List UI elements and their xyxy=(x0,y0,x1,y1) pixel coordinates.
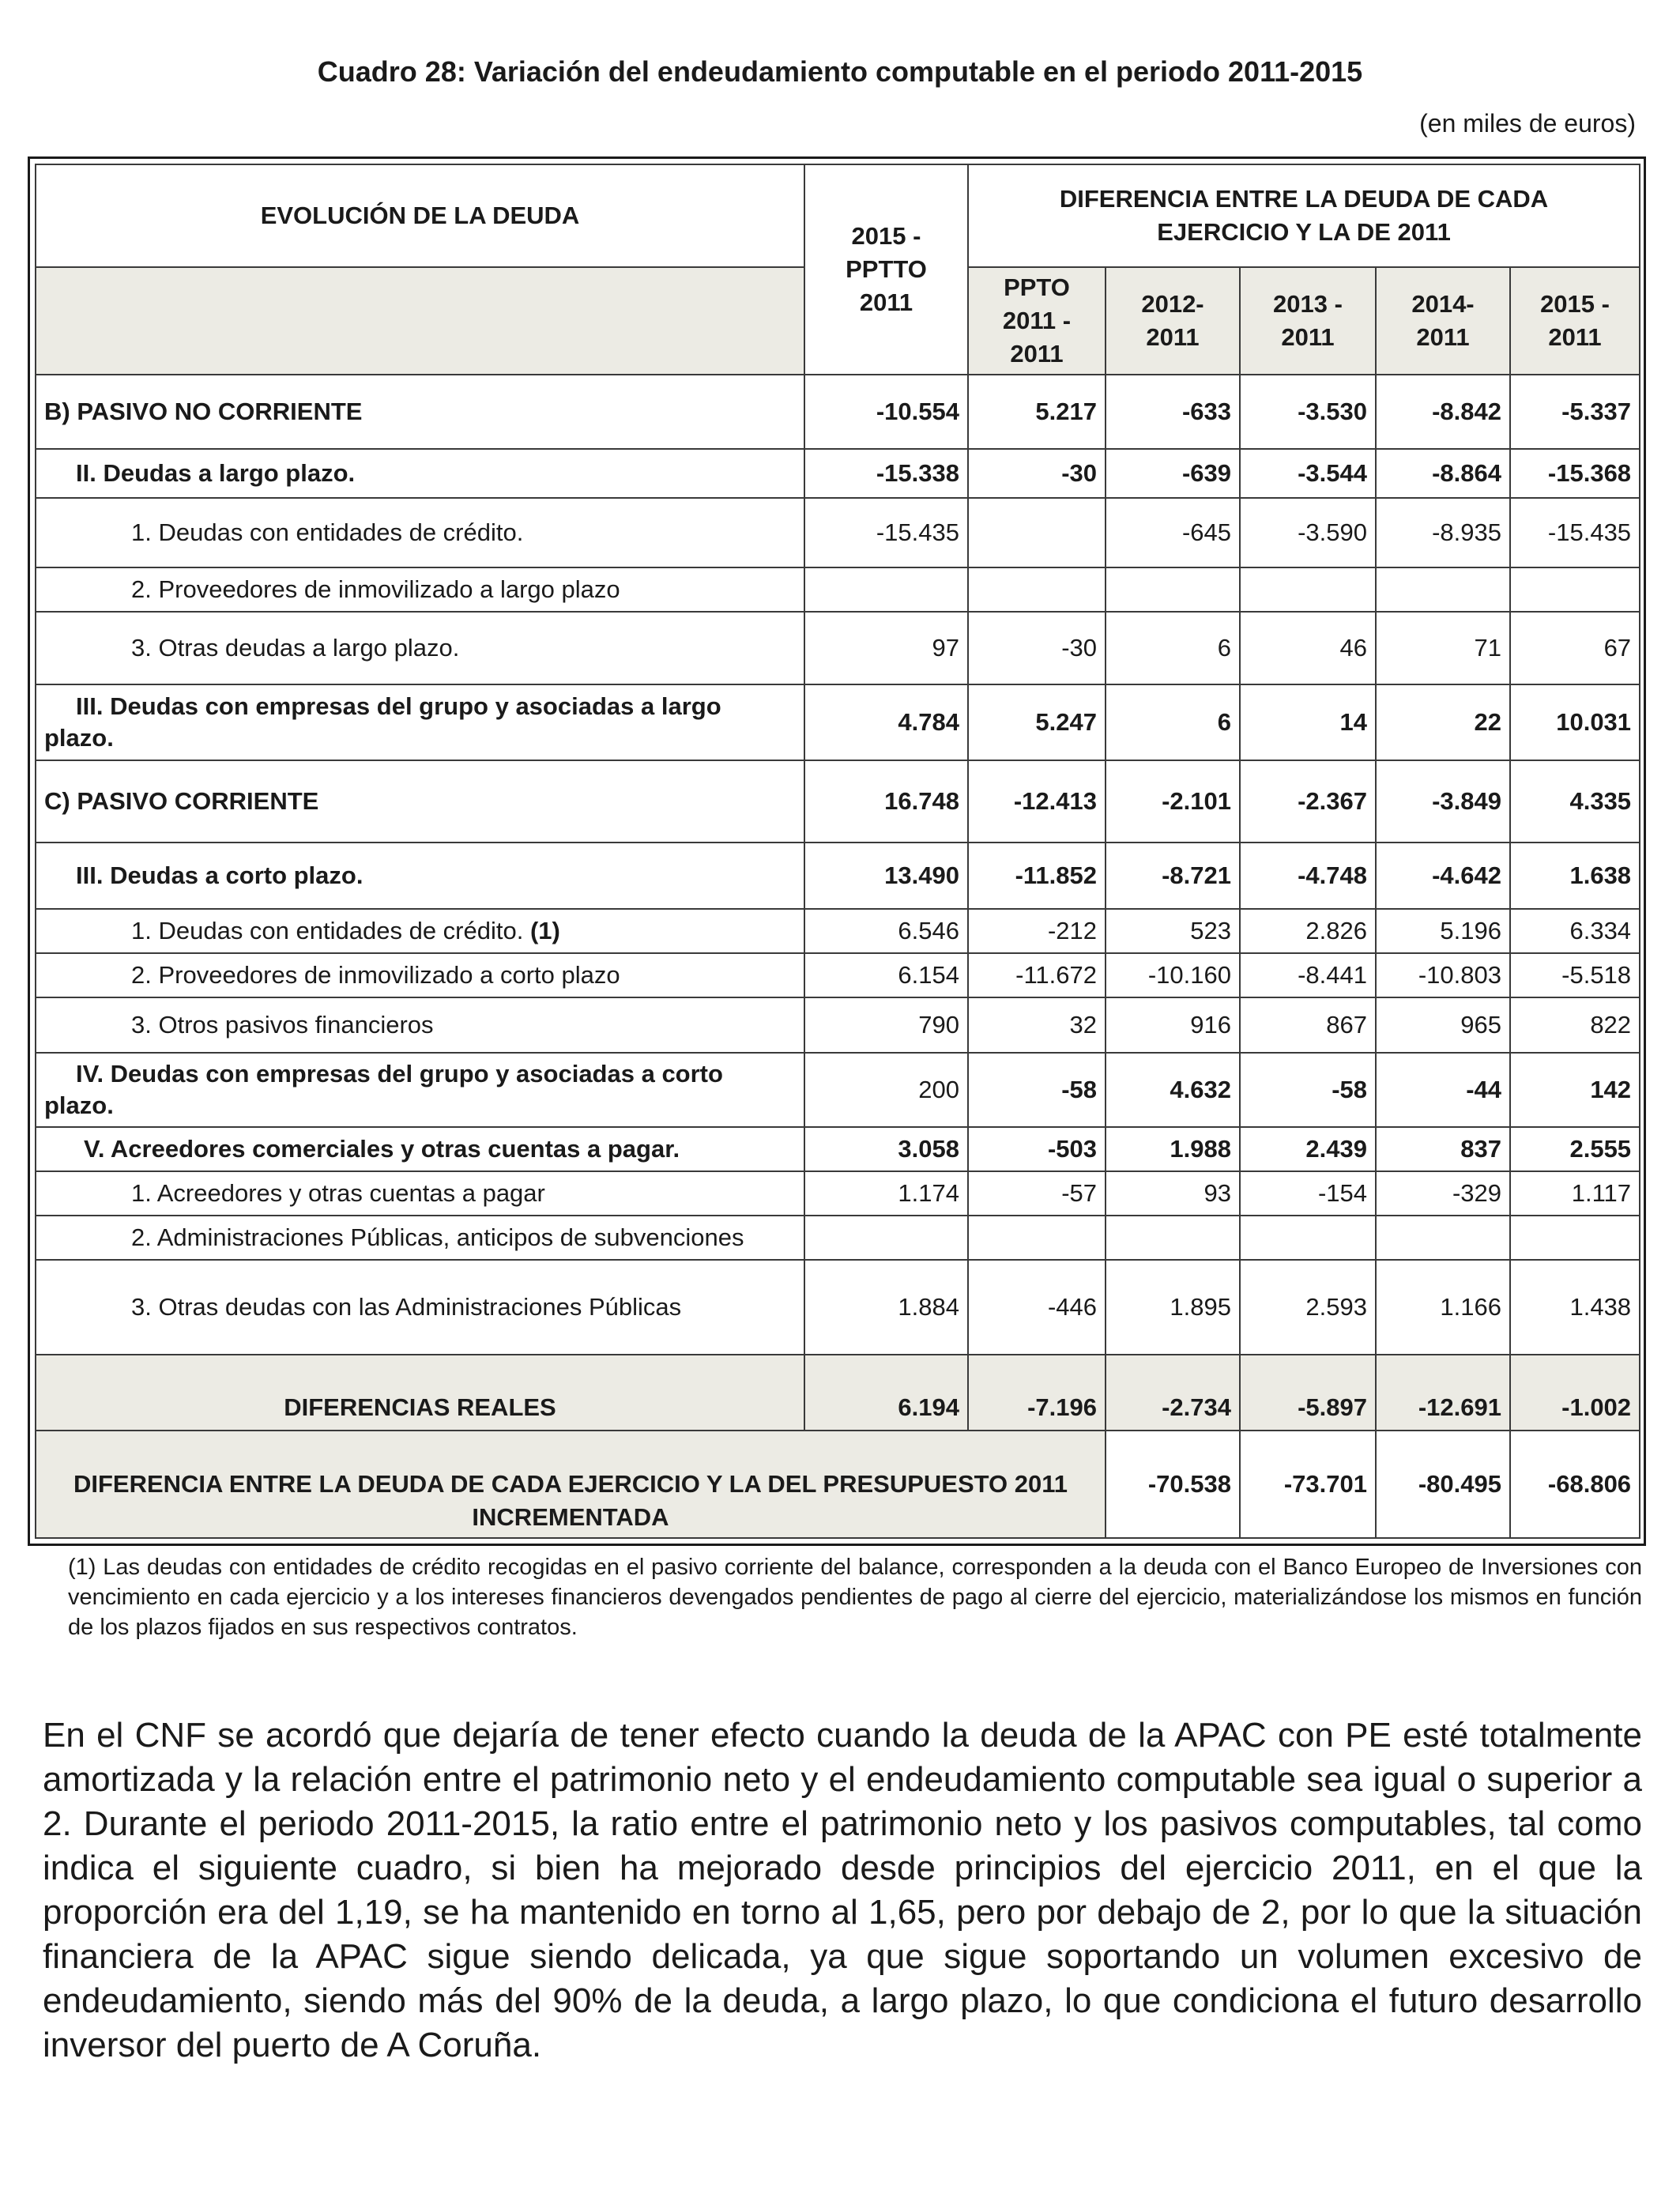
cell-value: -639 xyxy=(1106,449,1240,498)
cell-value: 46 xyxy=(1240,612,1376,684)
header-pptto: 2015 - PPTTO 2011 xyxy=(804,164,968,375)
row-label: 1. Deudas con entidades de crédito. xyxy=(36,498,804,567)
row-label: 2. Administraciones Públicas, anticipos de subvenciones xyxy=(36,1216,804,1260)
cell-value: 22 xyxy=(1376,684,1510,760)
cell-value: -57 xyxy=(968,1171,1106,1216)
cell-value xyxy=(1106,1216,1240,1260)
table-row xyxy=(36,1171,1640,1216)
cell-value: -11.852 xyxy=(968,843,1106,909)
cell-value: -58 xyxy=(968,1053,1106,1127)
cell-value: -7.196 xyxy=(968,1355,1106,1431)
table-row xyxy=(36,909,1640,953)
cell-value: 97 xyxy=(804,612,968,684)
cell-value: 867 xyxy=(1240,997,1376,1053)
cell-value: 2.826 xyxy=(1240,909,1376,953)
body-paragraph: En el CNF se acordó que dejaría de tener efecto cuando la deuda de la APAC con PE esté totalmente amortizada y la relación entre el patrimonio neto y el endeudamiento computable sea igual o superior a 2. Durante el periodo 2011-2015, la ratio entre el patrimonio neto y los pasivos computables, tal como indica el siguiente cuadro, si bien ha mejorado desde principios del ejercicio 2011, en el que la proporción era del 1,19, se ha mantenido en torno al 1,65, pero por debajo de 2, por lo que la situación financiera de la APAC sigue siendo delicada, ya que sigue soportando un volumen excesivo de endeudamiento, siendo más del 90% de la deuda, a largo plazo, lo que condiciona el futuro desarrollo inversor del puerto de A Coruña. xyxy=(43,1716,1642,2064)
cell-value: 916 xyxy=(1106,997,1240,1053)
cell-value: -503 xyxy=(968,1127,1106,1171)
cell-value: 14 xyxy=(1240,684,1376,760)
cell-value: -12.413 xyxy=(968,760,1106,843)
cell-value: 523 xyxy=(1106,909,1240,953)
table-row xyxy=(36,1127,1640,1171)
cell-value: -10.803 xyxy=(1376,953,1510,997)
cell-value: 1.895 xyxy=(1106,1260,1240,1355)
cell-value: 837 xyxy=(1376,1127,1510,1171)
cell-value: 16.748 xyxy=(804,760,968,843)
cell-value: 10.031 xyxy=(1510,684,1640,760)
cell-value: 5.196 xyxy=(1376,909,1510,953)
cell-value xyxy=(968,498,1106,567)
cell-value: 93 xyxy=(1106,1171,1240,1216)
cell-value: -329 xyxy=(1376,1171,1510,1216)
table-row xyxy=(36,953,1640,997)
cell-value: 32 xyxy=(968,997,1106,1053)
table-footnote: (1) Las deudas con entidades de crédito recogidas en el pasivo corriente del balance, corresponden a la deuda con el Banco Europeo de Inversiones con vencimiento en cada ejercicio y a los intereses financieros devengados pendientes de pago al cierre del ejercicio, materializándose los mismos en función de los plazos fijados en sus respectivos contratos. xyxy=(68,1555,1642,1640)
header-evolucion: EVOLUCIÓN DE LA DEUDA xyxy=(36,164,804,267)
cell-value: 1.117 xyxy=(1510,1171,1640,1216)
cell-value: 4.632 xyxy=(1106,1053,1240,1127)
cell-value xyxy=(804,567,968,612)
cell-value: -212 xyxy=(968,909,1106,953)
table-row xyxy=(36,1053,1640,1127)
cell-value: 790 xyxy=(804,997,968,1053)
cell-value: -1.002 xyxy=(1510,1355,1640,1431)
cell-value: -3.590 xyxy=(1240,498,1376,567)
cell-value: 1.988 xyxy=(1106,1127,1240,1171)
cell-value: 1.174 xyxy=(804,1171,968,1216)
table-row xyxy=(36,567,1640,612)
footnote-ref: (1) xyxy=(529,917,560,944)
table-row xyxy=(36,684,1640,760)
cell-value: 5.247 xyxy=(968,684,1106,760)
header-subcol: 2014- 2011 xyxy=(1376,267,1510,375)
cell-value: 71 xyxy=(1376,612,1510,684)
row-label: III. Deudas a corto plazo. xyxy=(36,843,804,909)
cell-value: 822 xyxy=(1510,997,1640,1053)
cell-value: -44 xyxy=(1376,1053,1510,1127)
header-subcol: 2013 - 2011 xyxy=(1240,267,1376,375)
cell-value: -446 xyxy=(968,1260,1106,1355)
cell-value xyxy=(1376,567,1510,612)
cell-value: -58 xyxy=(1240,1053,1376,1127)
cell-value: -5.897 xyxy=(1240,1355,1376,1431)
cell-value: -15.435 xyxy=(1510,498,1640,567)
cell-value: -15.368 xyxy=(1510,449,1640,498)
cell-value: -15.435 xyxy=(804,498,968,567)
row-label: 2. Proveedores de inmovilizado a corto plazo xyxy=(36,953,804,997)
row-label: IV. Deudas con empresas del grupo y asociadas a corto plazo. xyxy=(36,1053,804,1127)
row-label xyxy=(36,909,804,953)
cell-value: 4.335 xyxy=(1510,760,1640,843)
cell-value: 6.334 xyxy=(1510,909,1640,953)
cell-value: -12.691 xyxy=(1376,1355,1510,1431)
cell-value: 6.546 xyxy=(804,909,968,953)
cell-value xyxy=(1240,1216,1376,1260)
row-label-text: 1. Deudas con entidades de crédito. xyxy=(131,917,524,944)
table-row xyxy=(36,375,1640,449)
cell-value: 1.638 xyxy=(1510,843,1640,909)
cell-value: -68.806 xyxy=(1510,1431,1640,1538)
row-label: III. Deudas con empresas del grupo y asociadas a largo plazo. xyxy=(36,684,804,760)
cell-value: -2.101 xyxy=(1106,760,1240,843)
cell-value: -30 xyxy=(968,449,1106,498)
units-note: (en miles de euros) xyxy=(1419,109,1636,138)
cell-value: -645 xyxy=(1106,498,1240,567)
cell-value: -8.721 xyxy=(1106,843,1240,909)
cell-value: -4.748 xyxy=(1240,843,1376,909)
cell-value: -5.518 xyxy=(1510,953,1640,997)
cell-value: -73.701 xyxy=(1240,1431,1376,1538)
cell-value: -633 xyxy=(1106,375,1240,449)
row-label: II. Deudas a largo plazo. xyxy=(36,449,804,498)
debt-table-frame xyxy=(28,156,1646,1546)
table-row xyxy=(36,997,1640,1053)
cell-value: 6.194 xyxy=(804,1355,968,1431)
cell-value: 2.593 xyxy=(1240,1260,1376,1355)
header-subcol: 2012- 2011 xyxy=(1106,267,1240,375)
cell-value: 6 xyxy=(1106,612,1240,684)
cell-value: 5.217 xyxy=(968,375,1106,449)
row-label: 3. Otros pasivos financieros xyxy=(36,997,804,1053)
table-row xyxy=(36,498,1640,567)
cell-value: 1.166 xyxy=(1376,1260,1510,1355)
cell-value: 2.439 xyxy=(1240,1127,1376,1171)
totals-label: DIFERENCIAS REALES xyxy=(36,1355,804,1431)
cell-value: -2.734 xyxy=(1106,1355,1240,1431)
cell-value: 1.438 xyxy=(1510,1260,1640,1355)
table-row xyxy=(36,760,1640,843)
cell-value xyxy=(804,1216,968,1260)
table-row xyxy=(36,1216,1640,1260)
row-label: 3. Otras deudas a largo plazo. xyxy=(36,612,804,684)
totals2-row xyxy=(36,1431,1640,1538)
cell-value xyxy=(1510,567,1640,612)
cell-value: 2.555 xyxy=(1510,1127,1640,1171)
cell-value: -11.672 xyxy=(968,953,1106,997)
cell-value: -8.864 xyxy=(1376,449,1510,498)
totals2-label: DIFERENCIA ENTRE LA DEUDA DE CADA EJERCICIO Y LA DEL PRESUPUESTO 2011 INCREMENTADA xyxy=(36,1431,1106,1538)
cell-value xyxy=(1376,1216,1510,1260)
cell-value: -8.842 xyxy=(1376,375,1510,449)
cell-value: 6.154 xyxy=(804,953,968,997)
cell-value: -5.337 xyxy=(1510,375,1640,449)
cell-value xyxy=(968,1216,1106,1260)
cell-value xyxy=(1510,1216,1640,1260)
header-blank xyxy=(36,267,804,375)
row-label: V. Acreedores comerciales y otras cuentas a pagar. xyxy=(36,1127,804,1171)
row-label: 3. Otras deudas con las Administraciones Públicas xyxy=(36,1260,804,1355)
cell-value: -2.367 xyxy=(1240,760,1376,843)
cell-value: 142 xyxy=(1510,1053,1640,1127)
cell-value: 13.490 xyxy=(804,843,968,909)
cell-value: -10.160 xyxy=(1106,953,1240,997)
cell-value: -10.554 xyxy=(804,375,968,449)
cell-value: -154 xyxy=(1240,1171,1376,1216)
row-label: 1. Acreedores y otras cuentas a pagar xyxy=(36,1171,804,1216)
cell-value: 6 xyxy=(1106,684,1240,760)
row-label: C) PASIVO CORRIENTE xyxy=(36,760,804,843)
cell-value: -8.441 xyxy=(1240,953,1376,997)
cell-value: -3.849 xyxy=(1376,760,1510,843)
row-label: 2. Proveedores de inmovilizado a largo plazo xyxy=(36,567,804,612)
table-title: Cuadro 28: Variación del endeudamiento computable en el periodo 2011-2015 xyxy=(317,55,1363,88)
cell-value: 4.784 xyxy=(804,684,968,760)
cell-value: 200 xyxy=(804,1053,968,1127)
cell-value: -15.338 xyxy=(804,449,968,498)
cell-value: -70.538 xyxy=(1106,1431,1240,1538)
cell-value xyxy=(968,567,1106,612)
cell-value: -3.544 xyxy=(1240,449,1376,498)
totals-row xyxy=(36,1355,1640,1431)
table-row xyxy=(36,612,1640,684)
table-row xyxy=(36,843,1640,909)
cell-value: 1.884 xyxy=(804,1260,968,1355)
cell-value: 67 xyxy=(1510,612,1640,684)
cell-value: -8.935 xyxy=(1376,498,1510,567)
cell-value: -80.495 xyxy=(1376,1431,1510,1538)
row-label: B) PASIVO NO CORRIENTE xyxy=(36,375,804,449)
cell-value: 3.058 xyxy=(804,1127,968,1171)
cell-value xyxy=(1240,567,1376,612)
table-row xyxy=(36,1260,1640,1355)
debt-table xyxy=(35,164,1640,1539)
table-row xyxy=(36,449,1640,498)
cell-value: -4.642 xyxy=(1376,843,1510,909)
header-subcol: 2015 - 2011 xyxy=(1510,267,1640,375)
cell-value: -30 xyxy=(968,612,1106,684)
header-diferencia: DIFERENCIA ENTRE LA DEUDA DE CADA EJERCICIO Y LA DE 2011 xyxy=(968,164,1640,267)
header-subcol: PPTO 2011 - 2011 xyxy=(968,267,1106,375)
cell-value: -3.530 xyxy=(1240,375,1376,449)
cell-value xyxy=(1106,567,1240,612)
cell-value: 965 xyxy=(1376,997,1510,1053)
